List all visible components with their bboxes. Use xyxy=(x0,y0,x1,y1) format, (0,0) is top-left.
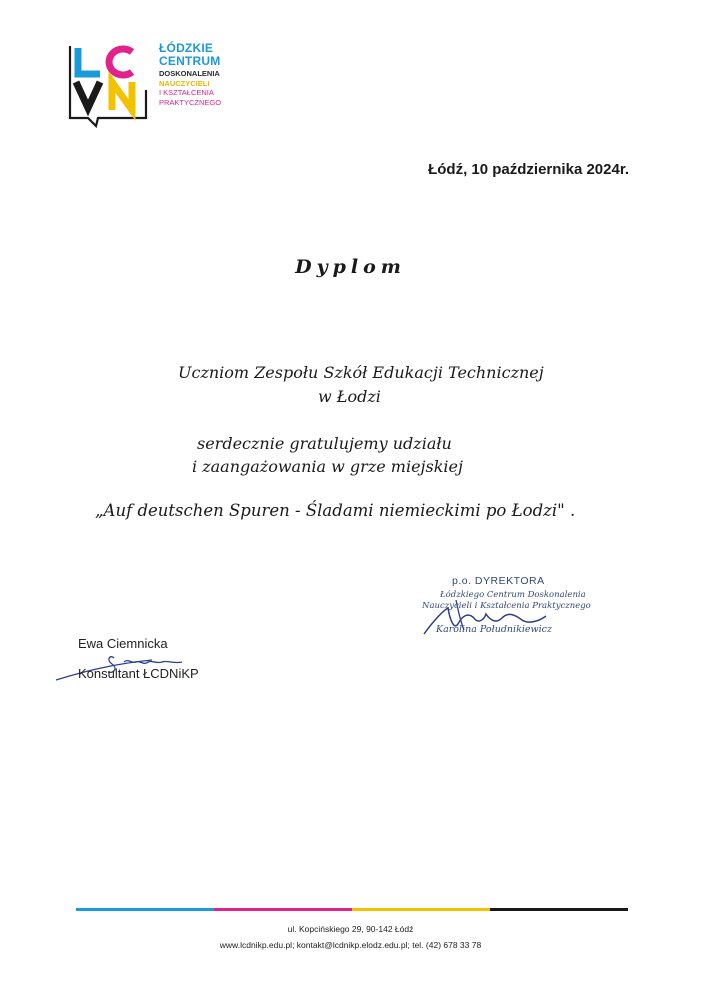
document-date: Łódź, 10 października 2024r. xyxy=(428,161,629,178)
footer-bar-yellow xyxy=(352,908,490,911)
director-title: p.o. DYREKTORA xyxy=(452,575,545,587)
logo-line-4: NAUCZYCIELI xyxy=(159,78,210,88)
logo-line-6: PRAKTYCZNEGO xyxy=(159,97,222,107)
footer-contact: www.lcdnikp.edu.pl; kontakt@lcdnikp.elodz.edu.pl; tel. (42) 678 33 78 xyxy=(219,940,482,950)
institution-logo xyxy=(66,40,236,130)
logo-line-2: CENTRUM xyxy=(159,54,221,68)
message-line-1: serdecznie gratulujemy udziału xyxy=(197,434,452,453)
footer-color-bar xyxy=(76,908,628,911)
institution-name-line-2: Nauczycieli i Kształcenia Praktycznego xyxy=(422,601,591,611)
institution-name-line-1: Łódzkiego Centrum Doskonalenia xyxy=(440,590,586,600)
logo-line-1: ŁÓDZKIE xyxy=(159,41,214,55)
footer-bar-magenta xyxy=(214,908,352,911)
message-line-2: i zaangażowania w grze miejskiej xyxy=(192,457,463,476)
recipient-line-1: Uczniom Zespołu Szkół Edukacji Technicznej xyxy=(178,363,544,382)
document-title: Dyplom xyxy=(295,256,406,278)
consultant-name: Ewa Ciemnicka xyxy=(78,636,168,651)
logo-line-5: I KSZTAŁCENIA xyxy=(159,88,214,97)
lcdn-logo-icon xyxy=(66,40,152,128)
recipient-line-2: w Łodzi xyxy=(318,387,381,406)
footer-bar-black xyxy=(490,908,628,911)
footer-address: ul. Kopcińskiego 29, 90-142 Łódź xyxy=(287,924,414,934)
logo-line-3: DOSKONALENIA xyxy=(159,69,220,78)
director-name: Karolina Południkiewicz xyxy=(436,624,552,635)
footer-bar-blue xyxy=(76,908,214,911)
director-signature-block xyxy=(400,570,620,640)
event-name: „Auf deutschen Spuren - Śladami niemieckimi po Łodzi" . xyxy=(95,501,576,520)
consultant-signature-block xyxy=(40,632,240,692)
logo-text xyxy=(159,42,221,106)
consultant-role: Konsultant ŁCDNiKP xyxy=(78,666,199,681)
